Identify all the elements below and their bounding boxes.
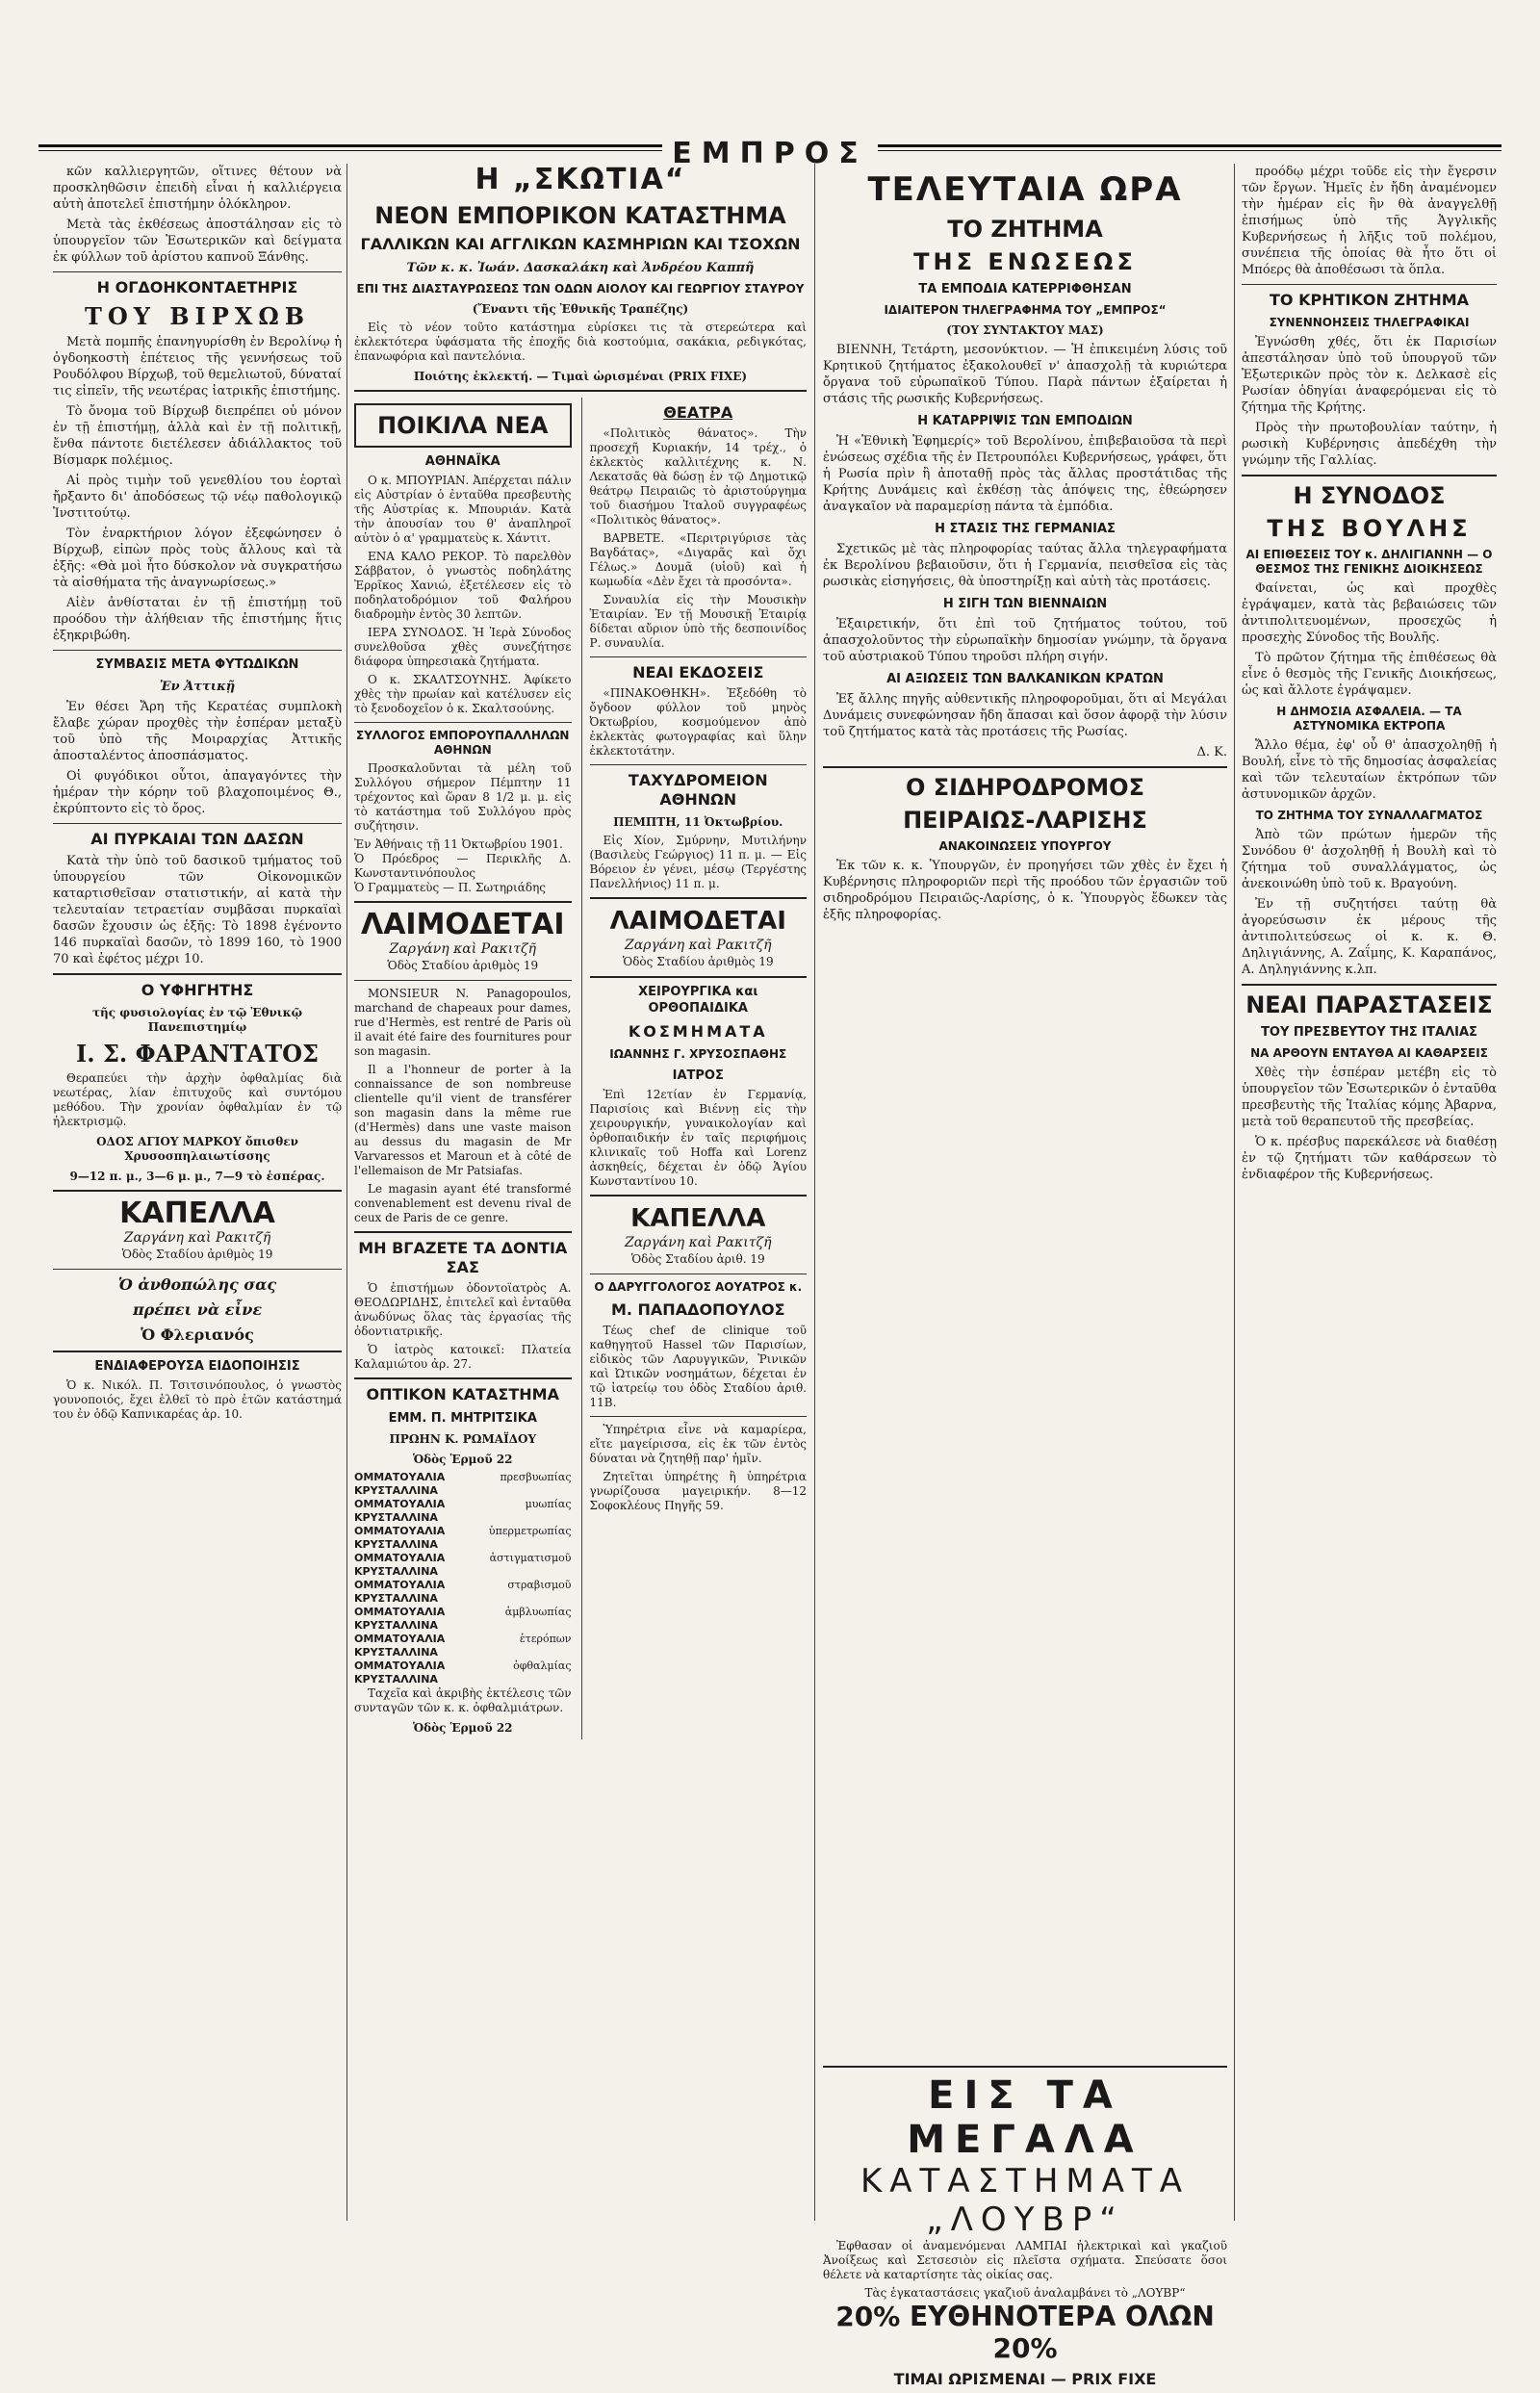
article-text: ΙΕΡΑ ΣΥΝΟΔΟΣ. Ἡ Ἱερὰ Σύνοδος συνελθοῦσα χθὲς συνεζήτησε διάφορα ὑπηρεσιακὰ ζητήματα. (354, 626, 572, 668)
article-text: «ΠΙΝΑΚΟΘΗΚΗ». Ἐξεδόθη τὸ ὄγδοον φύλλον τοῦ μηνὸς Ὀκτωβρίου, κοσμούμενον ἀπὸ ἐκλεκτὰς φωτογραφίας καὶ ὕλην ἐκλεκτοτάτην. (589, 686, 807, 758)
divider (590, 1416, 808, 1417)
subhead-synod: ΑΙ ΕΠΙΘΕΣΕΙΣ ΤΟΥ κ. ΔΗΛΙΓΙΑΝΝΗ — Ο ΘΕΣΜΟΣ ΤΗΣ ΓΕΝΙΚΗΣ ΔΙΟΙΚΗΣΕΩΣ (1245, 548, 1493, 576)
subhead-correspondent: (ΤΟΥ ΣΥΝΤΑΚΤΟΥ ΜΑΣ) (946, 323, 1104, 337)
masthead: ΕΜΠΡΟΣ (0, 137, 1540, 170)
column-2-left (354, 398, 572, 1739)
ad-tutor-name: Ι. Σ. ΦΑΡΑΝΤΑΤΟΣ (76, 1040, 319, 1068)
article-text: Αἱ πρὸς τιμὴν τοῦ γενεθλίου του ἑορταὶ ἤρξαντο δι' ἀποδόσεως τῷ νέῳ παθολογικῷ Ἰνστιτούτῳ. (53, 474, 342, 521)
optic-line: ΟΜΜΑΤΟΥΑΛΙΑ ΚΡΥΣΤΑΛΛΙΝΑ στραβισμοῦ (354, 1579, 572, 1605)
divider (53, 650, 342, 651)
ad-scotia-sub1: ΝΕΟΝ ΕΜΠΟΡΙΚΟΝ ΚΑΤΑΣΤΗΜΑ (374, 202, 786, 229)
subhead-exchange: ΤΟ ΖΗΤΗΜΑ ΤΟΥ ΣΥΝΑΛΛΑΓΜΑΤΟΣ (1255, 809, 1483, 822)
ad-teeth-title: ΜΗ ΒΓΑΖΕΤΕ ΤΑ ΔΟΝΤΙΑ ΣΑΣ (358, 1239, 568, 1276)
divider (53, 973, 342, 975)
article-text: Μετὰ τὰς ἐκθέσεως ἀποστάλησαν εἰς τὸ ὑπουργεῖον τῶν Ἐσωτερικῶν καὶ δείγματα ἐκ φύλλων τοῦ ἀρίστου καπνοῦ Ξάνθης. (53, 218, 342, 265)
headline-theatre: ΘΕΑΤΡΑ (663, 403, 733, 422)
subhead-italy: ΝΑ ΑΡΘΟΥΝ ΕΝΤΑΥΘΑ ΑΙ ΚΑΘΑΡΣΕΙΣ (1250, 1046, 1488, 1060)
article-text: Ἐξ ἄλλης πηγῆς αὐθεντικῆς πληροφοροῦμαι, ὅτι αἱ Μεγάλαι Δυνάμεις συνεφώνησαν ἤδη ἅπασαι καὶ ὅσον ἀφορᾷ τὴν λύσιν τοῦ ζητήματος κατὰ τὰς προτάσεις τῆς Ρωσίας. (823, 692, 1227, 739)
headline-virchow-name: ΤΟΥ ΒΙΡΧΩΒ (84, 302, 311, 330)
headline-post: ΤΑΧΥΔΡΟΜΕΙΟΝ ΑΘΗΝΩΝ (628, 771, 768, 809)
article-text: Ἐξαιρετικήν, ὅτι ἐπὶ τοῦ ζητήματος τούτου, τοῦ ἀπασχολοῦντος τὴν εὐρωπαϊκὴν δημοσίαν γνώμην, τὰ ὄργανα τοῦ αὐστριακοῦ Τύπου τηροῦσι πλήρη σιγήν. (823, 617, 1227, 664)
article-text: Ο κ. ΜΠΟΥΡΙΑΝ. Ἀπέρχεται πάλιν εἰς Αὐστρίαν ὁ ἐνταῦθα πρεσβευτὴς τῆς Αὐστρίας κ. Μπουριάν. Κατὰ τὴν ἀπουσίαν του θ' ἀναπληροῖ αὐτὸν ὁ α' γραμματεὺς κ. Χάντιτ. (354, 474, 572, 545)
ad-hats2-title: ΚΑΠΕΛΛΑ (630, 1204, 766, 1233)
divider (590, 976, 808, 978)
optic-line: ΟΜΜΑΤΟΥΑΛΙΑ ΚΡΥΣΤΑΛΛΙΝΑ ἑτερόπων (354, 1633, 572, 1659)
ad-tutor-text: Θεραπεύει τὴν ἀρχὴν ὀφθαλμίας διὰ νεωτέρας, λίαν ἐπιτυχοῦς καὶ συντόμου μεθόδου. Τὴν χρονίαν ὀφθαλμίαν ἐν τῷ ἠλεκτρισμῷ. (53, 1071, 342, 1128)
article-text: Σχετικῶς μὲ τὰς πληροφορίας ταύτας ἄλλα τηλεγραφήματα ἐκ Βερολίνου βεβαιοῦσιν, ὅτι ἡ Γερμανία, πεισθεῖσα εἰς τὰς ρωσικὰς εἰσηγήσεις, θὰ ὑποστηρίξῃ καὶ αὐτὴ τὰς προτάσεις. (823, 542, 1227, 589)
ad-ent-text: Τέως chef de clinique τοῦ καθηγητοῦ Hassel τῶν Παρισίων, εἰδικὸς τῶν Λαρυγγικῶν, Ῥινικῶν καὶ Ὠτικῶν νοσημάτων, δέχεται ἐν τῷ ἰατρείῳ του ὁδὸς Σταδίου ἀριθ. 11Β. (589, 1324, 807, 1409)
ad-surgical-role: ΙΑΤΡΟΣ (672, 1068, 724, 1083)
article-text: Ὁ κ. Νικόλ. Π. Τσιτσινόπουλος, ὁ γνωστὸς γουνοποιός, ἔχει ἐλθεῖ τὸ πρὸ ἐτῶν κατάστημά του ἐν ὁδῷ Καπνικαρέας ἀρ. 10. (53, 1378, 342, 1421)
ad-hats2-sub: Ζαργάνη καὶ Ρακιτζῆ (625, 1235, 772, 1250)
ad-louvre-discount: 20% ΕΥΘΗΝΟΤΕΡΑ ΟΛΩΝ 20% (835, 2301, 1215, 2364)
column-rule (346, 164, 347, 2221)
ad-florist-2: πρέπει νὰ εἶνε (132, 1300, 263, 1319)
column-rule (814, 164, 815, 2221)
divider (590, 897, 808, 899)
article-text: Ἐκ τῶν κ. κ. Ὑπουργῶν, ἐν προηγήσει τῶν χθὲς ἐν ἔχει ἡ Κυβέρνησις πληροφοριῶν περὶ τῆς προόδου τῶν ἐργασιῶν τοῦ σιδηροδρόμου Πειραιῶς-Λαρίσης, ὁ κ. Ὑπουργὸς ἔδωκεν τὰς ἑξῆς πληροφορίας. (823, 859, 1227, 922)
ad-surgical-sub: ΚΟΣΜΗΜΑΤΑ (628, 1022, 768, 1041)
headline-union: ΣΥΛΛΟΓΟΣ ΕΜΠΟΡΟΥΠΑΛΛΗΛΩΝ ΑΘΗΝΩΝ (356, 729, 570, 757)
ad-ties-title: ΛΑΙΜΟΔΕΤΑΙ (360, 908, 565, 941)
subhead-fall: Η ΚΑΤΑΡΡΙΨΙΣ ΤΩΝ ΕΜΠΟΔΙΩΝ (917, 414, 1133, 428)
subhead-telegram: ΙΔΙΑΙΤΕΡΟΝ ΤΗΛΕΓΡΑΦΗΜΑ ΤΟΥ „ΕΜΠΡΟΣ“ (884, 303, 1167, 317)
article-text: Τὸν ἐναρκτήριον λόγον ἐξεφώνησεν ὁ Βίρχωβ, εἰπὼν πρὸς τοὺς ἄλλους καὶ τὰ ἑξῆς: «Θὰ μοὶ ἦτο δύσκολον νὰ συγκρατήσω τὰ αἰσθήματα τῆς ἀναγνωρίσεως.» (53, 527, 342, 590)
divider (354, 1231, 572, 1233)
article-text: Ἀπὸ τῶν πρώτων ἡμερῶν τῆς Συνόδου θ' ἀσχοληθῇ ἡ Βουλὴ καὶ τὸ ζήτημα τοῦ συναλλάγματος, ὡς ἀνεκοινώθη ὑπὸ τοῦ κ. Βραγούνη. (1242, 828, 1497, 891)
ad-ties2-sub: Ζαργάνη καὶ Ρακιτζῆ (625, 938, 772, 953)
divider (53, 1269, 342, 1270)
ad-scotia-title: Η „ΣΚΩΤΙΑ“ (475, 164, 686, 196)
ad-scotia-address: ΕΠΙ ΤΗΣ ΔΙΑΣΤΑΥΡΩΣΕΩΣ ΤΩΝ ΟΔΩΝ ΑΙΟΛΟΥ ΚΑΙ ΓΕΩΡΓΙΟΥ ΣΤΑΥΡΟΥ (356, 282, 805, 296)
article-text: Ο κ. ΣΚΑΛΤΣΟΥΝΗΣ. Ἀφίκετο χθὲς τὴν πρωίαν καὶ κατέλυσεν εἰς τὸ ξενοδοχεῖον ὁ κ. Σκαλτσούνης. (354, 673, 572, 715)
article-text: Προσκαλοῦνται τὰ μέλη τοῦ Συλλόγου σήμερον Πέμπτην 11 τρέχοντος καὶ ὥραν 8 1/2 μ. μ. εἰς τὸ κατάστημα τοῦ Συλλόγου πρὸς συζήτησιν. (354, 761, 572, 833)
ad-louvre-text: Ἐφθασαν οἱ ἀναμενόμεναι ΛΑΜΠΑΙ ἠλεκτρικαὶ καὶ γκαζιοῦ Ἀνοίξεως καὶ Σετσεσιὸν εἰς πλεῖστα σχήματα. Σπεύσατε ὅσοι θέλετε νὰ καταρτίσητε τὰς οἰκίας σας. (823, 2239, 1227, 2281)
headline-railway-1: Ο ΣΙΔΗΡΟΔΡΟΜΟΣ (906, 774, 1144, 801)
column-2-right (581, 398, 808, 1739)
column-2-split (354, 398, 807, 1739)
divider (823, 766, 1227, 768)
article-text: Πρὸς τὴν πρωτοβουλίαν ταύτην, ἡ ρωσικὴ Κυβέρνησις ἀπεδέχθη τὴν γνώμην τῆς Γαλλίας. (1242, 421, 1497, 468)
classified: Ὑπηρέτρια εἶνε νὰ καμαρίερα, εἴτε μαγείρισσα, εἰς ἐκ τῶν ἐντὸς δύναται νὰ ζητηθῇ παρ' ἡμῖν. (589, 1423, 807, 1465)
article-text: ΕΝΑ ΚΑΛΟ ΡΕΚΟΡ. Τὸ παρελθὸν Σάββατον, ὁ γνωστὸς ποδηλάτης Ἐρρῖκος Χανιώ, ἐξετέλεσεν εἰς τὸ ποδηλατοδρόμιον τοῦ Φαλήρου διαδρομὴν ἐντὸς 30 λεπτῶν. (354, 550, 572, 621)
divider (53, 823, 342, 824)
article-text: Φαίνεται, ὡς καὶ προχθὲς ἐγράψαμεν, κατὰ τὰς βεβαιώσεις τῶν ἀντιπολιτευομένων, προσεχῶς ἡ προσεχὴς Σύνοδος τῆς Βουλῆς. (1242, 581, 1497, 645)
article-text-fr: MONSIEUR N. Panagopoulos, marchand de chapeaux pour dames, rue d'Hermès, est rentré de Paris où il avait été faire des fournitures pour son magasin. (354, 987, 572, 1058)
headline-publications: ΝΕΑΙ ΕΚΔΟΣΕΙΣ (632, 663, 764, 682)
ad-optic-address: Ὁδὸς Ἑρμοῦ 22 (412, 1453, 513, 1466)
article-text: προόδῳ μέχρι τοῦδε εἰς τὴν ἔγερσιν τῶν ἔργων. Ἡμεῖς ἐν ἤδη ἀναμένομεν τὴν ἡμέραν εἰς ἣν θὰ ἀναγγελθῇ ἐπισήμως ὑπὸ τῆς Ἀγγλικῆς Κυβερνήσεως ἡ λῆξις τοῦ πολέμου, συνέπεια τῆς ὁποίας θὰ ἦτο ὅτι οἱ Μπόερς θὰ ἀποθέσωσι τὰ ὅπλα. (1242, 165, 1497, 277)
headline-issue-1: ΤΟ ΖΗΤΗΜΑ (947, 216, 1103, 243)
headline-synod-1: Η ΣΥΝΟΔΟΣ (1293, 482, 1446, 509)
ad-florist-3: Ὁ Φλεριανός (141, 1325, 254, 1344)
article-text: Κατὰ τὴν ὑπὸ τοῦ δασικοῦ τμήματος τοῦ ὑπουργείου τῶν Οἰκονομικῶν καταρτισθεῖσαν στατιστικήν, αἱ κατὰ τὴν τελευταίαν τετραετίαν συμβᾶσαι πυρκαϊαὶ δασῶν ἔχουσιν ὡς ἑξῆς: Τὸ 1898 ἐγένοντο 146 πυρκαϊαὶ δασῶν, τὸ 1899 160, τὸ 1900 70 καὶ ἐφέτος μέχρι 10. (53, 854, 342, 966)
ad-optic-name: ΕΜΜ. Π. ΜΗΤΡΙΤΣΙΚΑ (388, 1411, 537, 1426)
optic-line: ΟΜΜΑΤΟΥΑΛΙΑ ΚΡΥΣΤΑΛΛΙΝΑ μυωπίας (354, 1498, 572, 1524)
optic-line: ΟΜΜΑΤΟΥΑΛΙΑ ΚΡΥΣΤΑΛΛΙΝΑ ἀστιγματισμοῦ (354, 1552, 572, 1578)
ad-hats-address: Ὁδὸς Σταδίου ἀριθμὸς 19 (121, 1248, 273, 1261)
ad-ties2-title: ΛΑΙΜΟΔΕΤΑΙ (609, 907, 786, 936)
article-text-fr: Il a l'honneur de porter à la connaissance de son nombreuse clientelle qu'il vient de transférer son magasin dans la même rue (d'Hermès) dans une vaste maison au dessus du magasin de Mr Varvaressos et Maroun et à côté de l'ellemaison de Mr Patsiafas. (354, 1063, 572, 1177)
subhead-security: Η ΔΗΜΟΣΙΑ ΑΣΦΑΛΕΙΑ. — ΤΑ ΑΣΤΥΝΟΜΙΚΑ ΕΚΤΡΟΠΑ (1276, 705, 1462, 733)
article-text: Ὁ κ. πρέσβυς παρεκάλεσε νὰ διαθέσῃ ἐν τῷ ζητήματι τῶν καθάρσεων τὸ ἐνδιαφέρον τῆς Κυβερνήσεως. (1242, 1135, 1497, 1182)
divider (354, 980, 572, 981)
union-date: Ἐν Ἀθήναις τῇ 11 Ὀκτωβρίου 1901. (354, 837, 563, 851)
ad-tutor-sub: τῆς φυσιολογίας ἐν τῷ Ἐθνικῷ Πανεπιστημίῳ (91, 1006, 303, 1034)
column-rule (1234, 164, 1235, 2221)
headline-railway-2: ΠΕΙΡΑΙΩΣ-ΛΑΡΙΣΗΣ (903, 807, 1147, 834)
article-text: ΒΙΕΝΝΗ, Τετάρτη, μεσονύκτιον. — Ἡ ἐπικειμένη λύσις τοῦ Κρητικοῦ ζητήματος ἐξακολουθεῖ ν' ἀπασχολῇ τὰ κυριώτερα ὄργανα τοῦ εὐρωπαϊκοῦ Τύπου. Παρὰ πάντων ἐξαίρεται ἡ στάσις τῆς ρωσικῆς Κυβερνήσεως. (823, 343, 1227, 406)
subhead-crete: ΣΥΝΕΝΝΟΗΣΕΙΣ ΤΗΛΕΓΡΑΦΙΚΑΙ (1269, 316, 1470, 329)
ad-teeth-address: Ὁ ἰατρὸς κατοικεῖ: Πλατεία Καλαμιώτου ἀρ. 27. (354, 1343, 572, 1371)
headline-italy-2: ΤΟΥ ΠΡΕΣΒΕΥΤΟΥ ΤΗΣ ΙΤΑΛΙΑΣ (1261, 1025, 1477, 1040)
headline-plants: ΣΥΜΒΑΣΙΣ ΜΕΤΑ ΦΥΤΩΔΙΚΩΝ (95, 657, 299, 672)
divider (1242, 984, 1497, 986)
headline-notice: ΕΝΔΙΑΦΕΡΟΥΣΑ ΕΙΔΟΠΟΙΗΣΙΣ (94, 1359, 300, 1374)
headline-synod-2: ΤΗΣ ΒΟΥΛΗΣ (1267, 515, 1472, 542)
article-text: Συναυλία εἰς τὴν Μουσικὴν Ἑταιρίαν. Ἐν τῇ Μουσικῇ Ἑταιρίᾳ δίδεται αὔριον ὑπὸ τῆς δεσποινίδος Ρ. συναυλία. (589, 593, 807, 650)
article-text: Τὸ πρῶτον ζήτημα τῆς ἐπιθέσεως θὰ εἶνε ὁ θεσμὸς τῆς Γενικῆς Διοικήσεως, ὡς καὶ ἄλλοτε ἐγράψαμεν. (1242, 651, 1497, 698)
divider (354, 901, 572, 903)
article-text: Ἡ «Ἐθνικὴ Ἐφημερίς» τοῦ Βερολίνου, ἐπιβεβαιοῦσα τὰ περὶ ἐνώσεως σχέδια τῆς ἐν Πετρουπόλει Κυβερνήσεως, γράφει, ὅτι ἡ Ρωσία πρὶν ἢ ἀποταθῇ πρὸς τὰς ἄλλας προστάτιδας τῆς Κρήτης Δυνάμεις καὶ ἐκθέσῃ τὰς ἀπόψεις της, ἐθεώρησεν ἀναγκαῖον νὰ παραμερίσῃ πάντα τὰ ἐμπόδια. (823, 434, 1227, 514)
optic-line: ΟΜΜΑΤΟΥΑΛΙΑ ΚΡΥΣΤΑΛΛΙΝΑ ὀφθαλμίας (354, 1660, 572, 1685)
article-text: κῶν καλλιεργητῶν, οἵτινες θέτουν νὰ προσκληθῶσιν ἐπειδὴ εἶναι ἡ καλλιέργεια αὐτὴ ἀποτελεῖ ἐπιστήμην ὁλόκληρον. (53, 165, 342, 212)
headline-italy-1: ΝΕΑΙ ΠΑΡΑΣΤΑΣΕΙΣ (1245, 991, 1493, 1018)
column-2 (354, 164, 807, 2221)
ad-scotia-sub2: ΓΑΛΛΙΚΩΝ ΚΑΙ ΑΓΓΛΙΚΩΝ ΚΑΣΜΗΡΙΩΝ ΚΑΙ ΤΣΟΧΩΝ (360, 235, 801, 253)
divider (590, 764, 808, 765)
optic-line: ΟΜΜΑΤΟΥΑΛΙΑ ΚΡΥΣΤΑΛΛΙΝΑ ὑπερμετρωπίας (354, 1525, 572, 1551)
article-text: Ἐν τῇ συζητήσει ταύτῃ θὰ ἀγορεύσωσιν ἐκ μέρους τῆς ἀντιπολιτεύσεως οἱ κ. κ. Θ. Δηλιγιάννης, Α. Ζαΐμης, Κ. Καραπάνος, Α. Δηληγιάννης κ.λπ. (1242, 897, 1497, 977)
ad-florist-1: Ὁ ἀνθοπώλης σας (117, 1275, 277, 1294)
ad-louvre-title-1: ΕΙΣ ΤΑ ΜΕΓΑΛΑ (907, 2073, 1143, 2162)
headline-last-hour: ΤΕΛΕΥΤΑΙΑ ΩΡΑ (867, 170, 1183, 209)
article-text: Ἄλλο θέμα, ἐφ' οὗ θ' ἀπασχοληθῇ ἡ Βουλή, εἶνε τὸ τῆς δημοσίας ἀσφαλείας καὶ τῶν τελευταίων ἐκτρόπων τῶν ἀστυνομικῶν ἀρχῶν. (1242, 738, 1497, 802)
ad-louvre (823, 2060, 1227, 2393)
divider (53, 271, 342, 272)
headline-crete: ΤΟ ΚΡΗΤΙΚΟΝ ΖΗΤΗΜΑ (1269, 291, 1470, 309)
ad-scotia-fixed: Ποιότης ἐκλεκτή. — Τιμαὶ ὡρισμέναι (PRIX FIXE) (413, 370, 748, 383)
ad-ent-name: Μ. ΠΑΠΑΔΟΠΟΥΛΟΣ (610, 1300, 785, 1319)
subhead-railway: ΑΝΑΚΟΙΝΩΣΕΙΣ ΥΠΟΥΡΓΟΥ (938, 839, 1112, 853)
column-4 (1242, 164, 1497, 2221)
headline-news: ΠΟΙΚΙΛΑ ΝΕΑ (354, 403, 572, 448)
optic-line: ΟΜΜΑΤΟΥΑΛΙΑ ΚΡΥΣΤΑΛΛΙΝΑ ἀμβλυωπίας (354, 1606, 572, 1632)
ad-ent-head: Ο ΔΑΡΥΓΓΟΛΟΓΟΣ ΑΟΥΑΤΡΟΣ κ. (594, 1280, 803, 1294)
post-date: ΠΕΜΠΤΗ, 11 Ὀκτωβρίου. (613, 815, 783, 829)
classified: Ζητεῖται ὑπηρέτης ἢ ὑπηρέτρια γνωρίζουσα μαγειρικήν. 8—12 Σοφοκλέους Πηγῆς 59. (589, 1470, 807, 1512)
subhead-obstacles: ΤΑ ΕΜΠΟΔΙΑ ΚΑΤΕΡΡΙΦΘΗΣΑΝ (918, 282, 1132, 296)
article-text-fr: Le magasin ayant été transformé convenablement est devenu rival de ceux de Paris de ce genre. (354, 1182, 572, 1224)
divider (354, 390, 807, 392)
divider (1242, 475, 1497, 476)
divider (354, 722, 572, 723)
subhead-viennese: Η ΣΙΓΗ ΤΩΝ ΒΙΕΝΝΑΙΩΝ (942, 597, 1108, 611)
signature: Δ. Κ. (1196, 745, 1227, 759)
ad-tutor-address: ΟΔΟΣ ΑΓΙΟΥ ΜΑΡΚΟΥ ὄπισθεν Χρυσοσπηλαιωτίσσης (96, 1135, 298, 1163)
divider (53, 1190, 342, 1192)
ad-ties-sub: Ζαργάνη καὶ Ρακιτζῆ (389, 941, 536, 957)
divider (354, 1377, 572, 1379)
article-text: «Πολιτικὸς θάνατος». Τὴν προσεχῆ Κυριακήν, 14 τρέχ., ὁ ἐκλεκτὸς καλλιτέχνης κ. Ν. Λεκατσᾶς θὰ δώσῃ ἐν τῷ Δημοτικῷ θεάτρῳ Πειραιῶς τὸ ἀριστούργημα τοῦ διασήμου Ἰταλοῦ συγγραφέως «Πολιτικὸς θάνατος». (589, 426, 807, 527)
subhead-plants: Ἐν Ἀττικῇ (159, 680, 236, 694)
union-secretary: Ὁ Γραμματεὺς — Π. Σωτηριάδης (354, 881, 547, 894)
divider (1242, 284, 1497, 285)
ad-ties2-address: Ὁδὸς Σταδίου ἀριθμὸς 19 (622, 955, 774, 968)
subhead-news: ΑΘΗΝΑΪΚΑ (424, 454, 500, 469)
ad-optic-prev: ΠΡΩΗΝ Κ. ΡΩΜΑΪΔΟΥ (389, 1432, 537, 1446)
article-text: Εἰς Χίον, Σμύρνην, Μυτιλήνην (Βασιλεὺς Γεώργιος) 11 π. μ. — Εἰς Βόρειον ἐν γένει, μέσῳ (Τεργέστης Πανελλήνιος) 11 π. μ. (589, 834, 807, 890)
column-3 (823, 164, 1227, 2221)
subhead-germany: Η ΣΤΑΣΙΣ ΤΗΣ ΓΕΡΜΑΝΙΑΣ (935, 522, 1116, 536)
optic-line: ΟΜΜΑΤΟΥΑΛΙΑ ΚΡΥΣΤΑΛΛΙΝΑ πρεσβυωπίας (354, 1471, 572, 1497)
ad-teeth-text: Ὁ ἐπιστήμων ὀδοντοϊατρὸς Α. ΘΕΟΔΩΡΙΔΗΣ, ἐπιτελεῖ καὶ ἐνταῦθα ἀνωδύνως ὅλας τὰς ἐργασίας τῆς ὀδοντιατρικῆς. (354, 1281, 572, 1338)
ad-hats2-address: Ὁδὸς Σταδίου ἀριθ. 19 (630, 1252, 765, 1266)
divider (590, 1195, 808, 1196)
ad-louvre-fixed: ΤΙΜΑΙ ΩΡΙΣΜΕΝΑΙ — PRIX FIXE (893, 2370, 1157, 2388)
column-1 (53, 164, 342, 2221)
ad-optic-title: ΟΠΤΙΚΟΝ ΚΑΤΑΣΤΗΜΑ (366, 1385, 559, 1403)
divider (823, 2066, 1227, 2068)
divider (590, 656, 808, 657)
ad-surgical-title: ΧΕΙΡΟΥΡΓΙΚΑ και ΟΡΘΟΠΑΙΔΙΚΑ (638, 985, 758, 1016)
headline-issue-2: ΤΗΣ ΕΝΩΣΕΩΣ (913, 248, 1137, 275)
article-text: Τὸ ὄνομα τοῦ Βίρχωβ διεπρέπει οὐ μόνον ἐν τῇ ἐπιστήμῃ, ἀλλὰ καὶ ἐν τῇ πολιτικῇ, ἔνθα πάντοτε διετέλεσεν ἀδιάλλακτος τοῦ Βίσμαρκ πολέμιος. (53, 404, 342, 468)
headline-virchow: Η ΟΓΔΟΗΚΟΝΤΑΕΤΗΡΙΣ (96, 278, 298, 296)
article-text: Ἐγνώσθη χθές, ὅτι ἐκ Παρισίων ἀπεστάλησαν ὑπὸ τοῦ ὑπουργοῦ τῶν Ἐξωτερικῶν πρὸς τὸν κ. Δελκασὲ εἰς Ρωσίαν ὁδηγίαι ἀναφερόμεναι εἰς τὸ ζήτημα τῆς Κρήτης. (1242, 335, 1497, 415)
ad-hats-title: ΚΑΠΕΛΛΑ (119, 1196, 275, 1230)
ad-louvre-title-2: ΚΑΤΑΣΤΗΜΑΤΑ „ΛΟΥΒΡ“ (860, 2162, 1191, 2239)
article-text: Μετὰ πομπῆς ἑπανηγυρίσθη ἐν Βερολίνῳ ἡ ὀγδοηκοστὴ ἐπέτειος τῆς γεννήσεως τοῦ Ρουδόλφου Βίρχωβ, τοῦ θεμελιωτοῦ, δύναταί τις εἰπεῖν, τῆς νεωτέρας ἰατρικῆς ἐπιστήμης. (53, 335, 342, 399)
ad-louvre-text-2: Τὰς ἐγκαταστάσεις γκαζιοῦ ἀναλαμβάνει τὸ „ΛΟΥΒΡ“ (864, 2286, 1186, 2300)
article-text: Αἰὲν ἀνθίσταται ἐν τῇ ἐπιστήμῃ τοῦ προόδου τὴν ἀλήθειαν τῆς ἐπιστήμης ἥτις ἐξηκριβώθη. (53, 596, 342, 643)
article-text: ΒΑΡΒΕΤΕ. «Περιτριγύρισε τὰς Βαγδάτας», «Διγαρᾶς καὶ ὄχι Γέλως.» Δουμᾶ (υἱοῦ) καὶ ἡ κωμωδία «Δὲν ἔχει τὰ προσόντα». (589, 531, 807, 588)
article-text: Ἐν θέσει Ἄρη τῆς Κερατέας συμπλοκὴ ἔλαβε χώραν προχθὲς τὴν ἑσπέραν μεταξὺ τοῦ ὑπὸ τῆς Μοιραρχίας Ἀττικῆς ἀποσταλέντος ἀποσπάσματος. (53, 700, 342, 763)
ad-hats-sub: Ζαργάνη καὶ Ρακιτζῆ (123, 1230, 271, 1246)
ad-surgical-text: Ἐπὶ 12ετίαν ἐν Γερμανίᾳ, Παρισίοις καὶ Βιέννῃ εἰς τὴν χειρουργικήν, γυναικολογίαν καὶ ὀρθοπαιδικήν ἐν ταῖς περιφήμοις κλινικαῖς τοῦ Hoffa καὶ Lorenz ἀσκηθείς, δέχεται ἐν ὁδῷ Ἁγίου Κωνσταντίνου 10. (589, 1088, 807, 1188)
divider (53, 1351, 342, 1352)
ad-scotia-text: Εἰς τὸ νέον τοῦτο κατάστημα εὑρίσκει τις τὰ στερεώτερα καὶ ἐκλεκτότερα ὑφάσματα τῆς ἐποχῆς διὰ κοστούμια, σακάκια, ρεδιγκότας, ἐπανωφόρια καὶ παντελόνια. (354, 321, 807, 363)
ad-surgical-doctor: ΙΩΑΝΝΗΣ Γ. ΧΡΥΣΟΣΠΑΘΗΣ (609, 1047, 787, 1061)
article-text: Οἱ φυγόδικοι οὗτοι, ἀπαγαγόντες τὴν ἡμέραν τὴν κόρην τοῦ βλαχοποιμένος Θ., ἐκρύπτοντο εἰς τὸ ὄρος. (53, 769, 342, 816)
union-president: Ὁ Πρόεδρος — Περικλῆς Δ. Κωνσταντινόπουλος (354, 852, 572, 880)
ad-ties-address: Ὁδὸς Σταδίου ἀριθμὸς 19 (387, 959, 539, 972)
ad-tutor-head: Ο ΥΦΗΓΗΤΗΣ (141, 981, 254, 999)
headline-fires: ΑΙ ΠΥΡΚΑΙΑΙ ΤΩΝ ΔΑΣΩΝ (90, 830, 304, 848)
article-text: Χθὲς τὴν ἑσπέραν μετέβη εἰς τὸ ὑπουργεῖον τῶν Ἐσωτερικῶν ὁ ἐνταῦθα πρεσβευτὴς τῆς Ἰταλίας κόμης Ἀβαρνα, μετὰ τοῦ θεραπευτοῦ τῆς πρεσβείας. (1242, 1066, 1497, 1129)
ad-optic-address-2: Ὁδὸς Ἑρμοῦ 22 (412, 1721, 513, 1735)
ad-optic-text: Ταχεῖα καὶ ἀκριβὴς ἐκτέλεσις τῶν συνταγῶν τῶν κ. κ. ὀφθαλμιάτρων. (354, 1686, 572, 1714)
ad-scotia-opposite: (Ἔναντι τῆς Ἐθνικῆς Τραπέζης) (472, 302, 689, 316)
ad-tutor-hours: 9—12 π. μ., 3—6 μ. μ., 7—9 τὸ ἑσπέρας. (69, 1170, 325, 1183)
ad-optic-list (354, 1471, 572, 1686)
ad-scotia-owners: Τῶν κ. κ. Ἰωάν. Δασκαλάκη καὶ Ἀνδρέου Καππῆ (406, 261, 755, 275)
subhead-balkan: ΑΙ ΑΞΙΩΣΕΙΣ ΤΩΝ ΒΑΛΚΑΝΙΚΩΝ ΚΡΑΤΩΝ (886, 672, 1164, 686)
